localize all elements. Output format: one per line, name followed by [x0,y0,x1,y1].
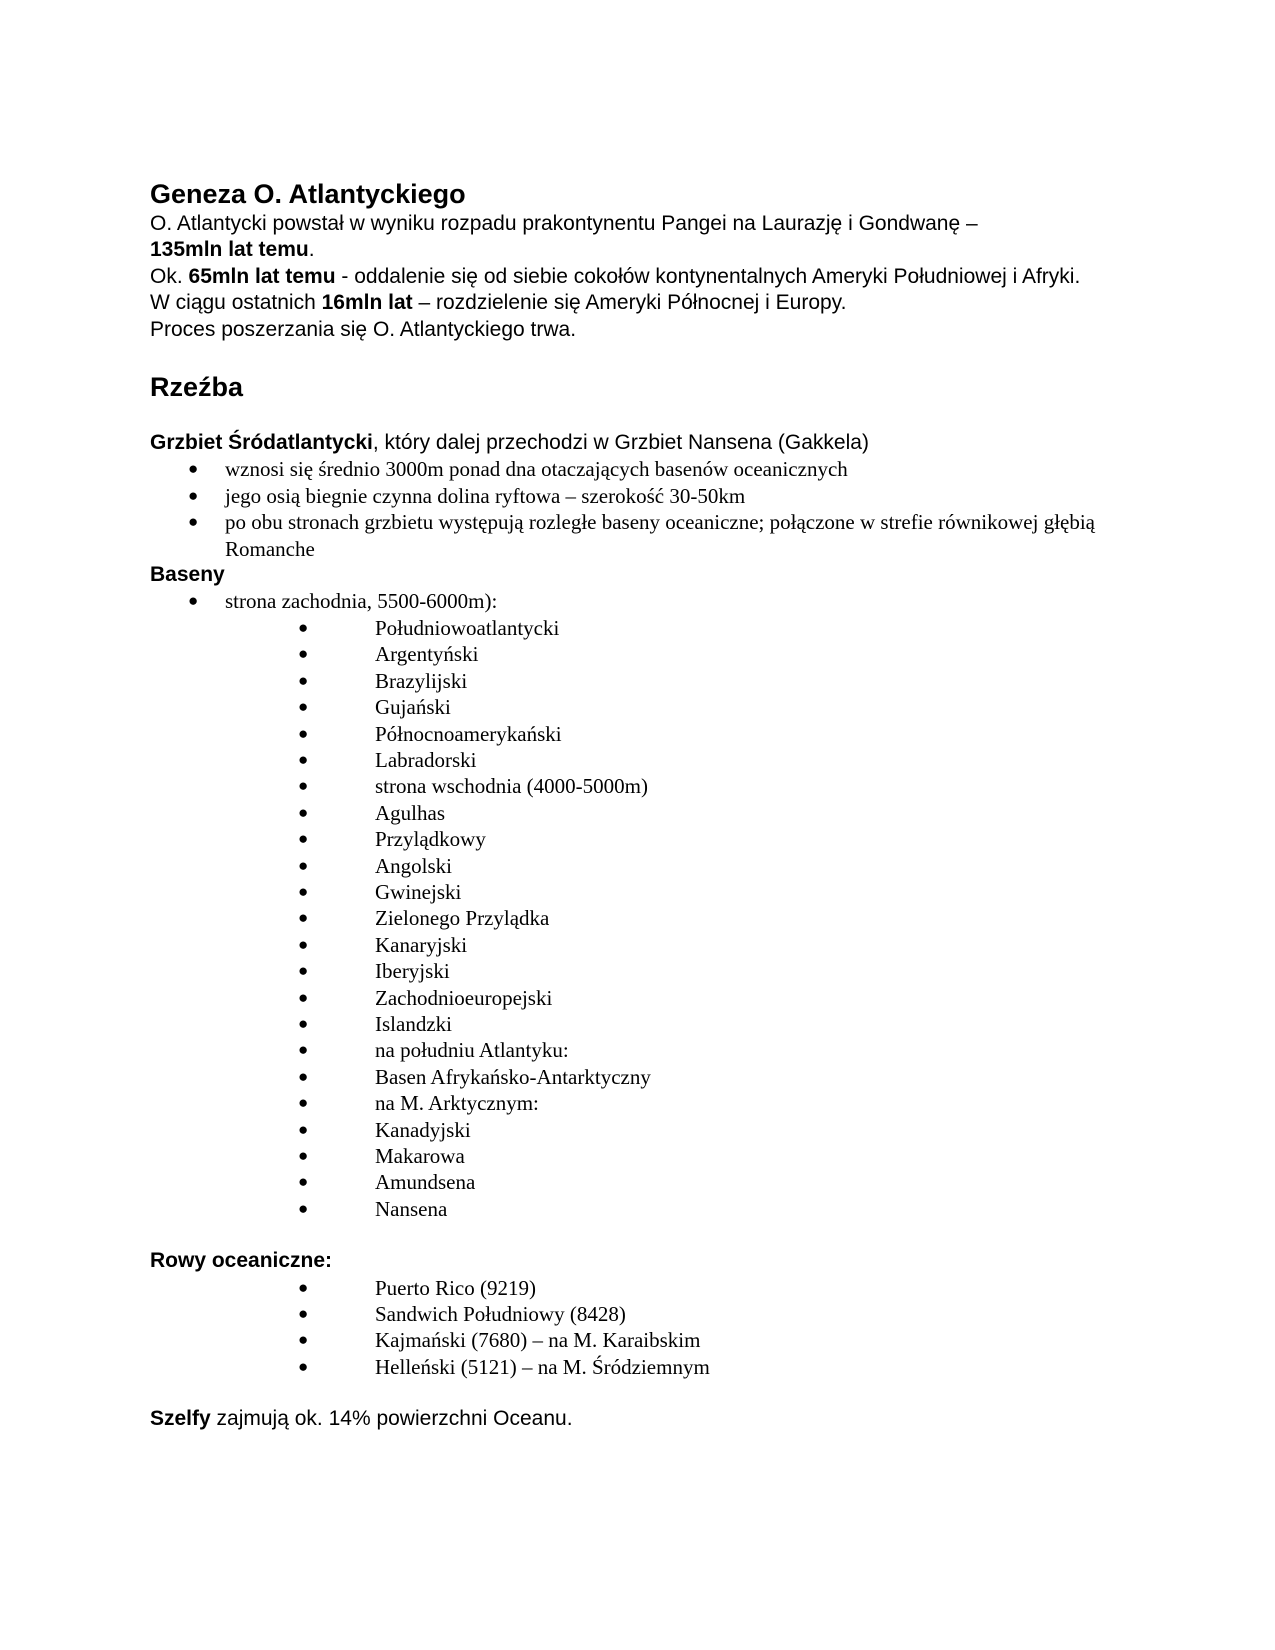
spacer [150,1222,1130,1248]
list-item: ● Południowoatlantycki [150,615,1130,641]
list-item: ● Brazylijski [150,668,1130,694]
genesis-p3-pre: W ciągu ostatnich [150,291,322,315]
genesis-p1-end: . [308,238,315,262]
shelves-paragraph [150,1406,1130,1432]
list-item: ● Zielonego Przylądka [150,905,1130,931]
list-item: ● Gwinejski [150,879,1130,905]
list-item: ● Nansena [150,1196,1130,1222]
basins-list [150,615,1130,1222]
list-item: ● po obu stronach grzbietu występują rozległe baseny oceaniczne; połączone w strefie równikowej głębią Romanche [150,509,1130,562]
basins-intro-list [150,588,1130,614]
list-item: ● Kajmański (7680) – na M. Karaibskim [150,1327,1130,1353]
list-item: ● Iberyjski [150,958,1130,984]
genesis-paragraph-2 [150,264,1130,290]
basins-heading: Baseny [150,563,225,587]
list-item: ● Zachodnioeuropejski [150,985,1130,1011]
list-item: ● Puerto Rico (9219) [150,1275,1130,1301]
list-item: ● Agulhas [150,800,1130,826]
section-title-genesis: Geneza O. Atlantyckiego [150,179,466,209]
list-item: ● Sandwich Południowy (8428) [150,1301,1130,1327]
genesis-p2-pre: Ok. [150,264,189,288]
document-page [150,178,1130,1433]
genesis-p2-text: - oddalenie się od siebie cokołów kontynentalnych Ameryki Południowej i Afryki. [335,264,1081,288]
list-item: ● Amundsena [150,1169,1130,1195]
shelves-bold: Szelfy [150,1407,211,1431]
list-item: ● na M. Arktycznym: [150,1090,1130,1116]
list-item: ● Helleński (5121) – na M. Śródziemnym [150,1354,1130,1380]
list-item: ● na południu Atlantyku: [150,1037,1130,1063]
list-item: ● jego osią biegnie czynna dolina ryftowa – szerokość 30-50km [150,483,1130,509]
shelves-text: zajmują ok. 14% powierzchni Oceanu. [210,1407,573,1431]
list-item: ● Gujański [150,694,1130,720]
list-item: ● Makarowa [150,1143,1130,1169]
list-item: ● wznosi się średnio 3000m ponad dna otaczających basenów oceanicznych [150,456,1130,482]
list-item: ● strona wschodnia (4000-5000m) [150,773,1130,799]
genesis-p1-text: O. Atlantycki powstał w wyniku rozpadu prakontynentu Pangei na Laurazję i Gondwanę – [150,212,978,235]
genesis-p2-bold: 65mln lat temu [188,264,336,288]
genesis-p3-text: – rozdzielenie się Ameryki Północnej i Europy. [412,291,847,315]
list-item: ● Angolski [150,853,1130,879]
section-title-relief: Rzeźba [150,372,244,403]
genesis-paragraph-3 [150,290,1130,316]
ridge-paragraph [150,430,1130,456]
genesis-p1-bold: 135mln lat temu [150,238,309,262]
genesis-paragraph-1 [150,211,1130,264]
ridge-text: , który dalej przechodzi w Grzbiet Nansena (Gakkela) [372,431,869,455]
list-item: ● Północnoamerykański [150,721,1130,747]
trenches-list [150,1275,1130,1381]
genesis-p3-bold: 16mln lat [321,291,413,315]
trenches-heading: Rowy oceaniczne: [150,1249,333,1273]
list-item: ● Kanaryjski [150,932,1130,958]
list-item: ● Kanadyjski [150,1117,1130,1143]
spacer [150,1380,1130,1406]
list-item: ● Basen Afrykańsko-Antarktyczny [150,1064,1130,1090]
ridge-list [150,456,1130,562]
spacer [150,404,1130,430]
ridge-bold: Grzbiet Śródatlantycki [150,431,373,455]
list-item: ● Islandzki [150,1011,1130,1037]
genesis-paragraph-4: Proces poszerzania się O. Atlantyckiego trwa. [150,317,577,341]
list-item: ● Przylądkowy [150,826,1130,852]
list-item: ● Argentyński [150,641,1130,667]
list-item: ● Labradorski [150,747,1130,773]
list-item: ● strona zachodnia, 5500-6000m): [150,588,1130,614]
